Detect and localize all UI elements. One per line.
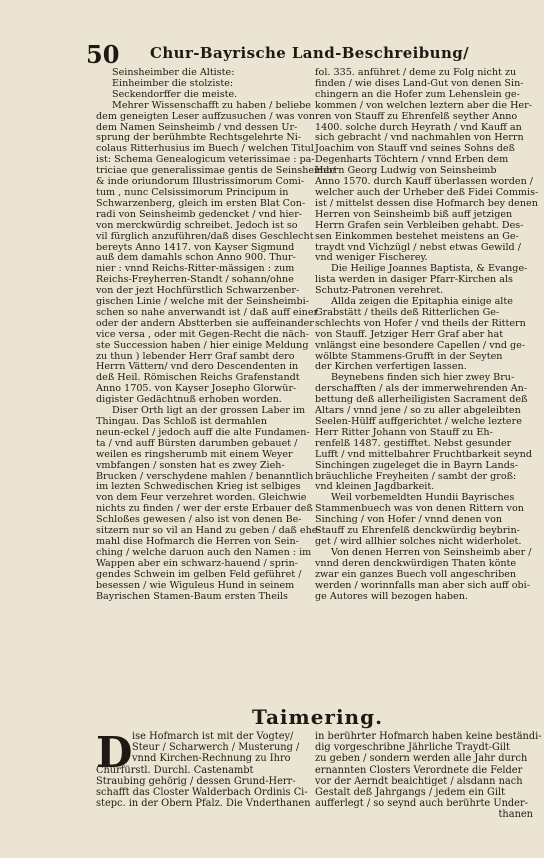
left-text-line: dem geneigten Leser auffzusuchen / was von [96,110,315,122]
lower-right-text-line: in berührter Hofmarch haben keine beständi- [315,731,542,742]
left-text-line: von dem Feur verzehret worden. Gleichwie [96,492,307,504]
left-text-line: ste Succession haben / hier einige Meldung [96,339,309,351]
left-text-line: Reichs-Freyherren-Standt / sohann/ohne [96,274,294,286]
page-number: 50 [86,40,120,69]
section-title: Taimering. [252,705,384,729]
lower-left-text-line: Churfürstl. Durchl. Castenambt [96,764,254,776]
lower-left-text-line: ise Hofmarch ist mit der Vogtey/ [132,731,294,742]
left-text-line: tum , nunc Celsissimorum Principum in [96,186,289,198]
right-text-line: derschafften / als der immerwehrenden An- [315,383,528,395]
right-text-line: Stammenbuech was von denen Rittern von [315,503,524,515]
left-text-line: Bayrischen Stamen-Baum ersten Theils [96,590,288,602]
left-text-line: Einheimber die stolziste: [112,77,234,89]
left-text-line: vmbfangen / sonsten hat es zwey Zieh- [96,459,285,471]
left-text-line: weilen es ringsherumb mit einem Weyer [96,448,293,460]
lower-left-text-line: stерс. in der Obern Pfalz. Die Vnderthanen [96,798,311,810]
left-text-line: zu thun ) lebender Herr Graf sambt dero [96,350,295,362]
right-text-line: sen Einkommen bestehet meistens an Ge- [315,230,519,242]
right-text-line: lista werden in dasiger Pfarr-Kirchen als [315,274,513,286]
right-text-line: zwar ein ganzes Buech voll angeschriben [315,568,517,580]
right-text-line: welcher auch der Urheber deß Fidei Commis- [315,186,539,198]
left-text-line: Seinsheimber die Altiste: [112,67,235,78]
left-text-line: auß dem damahls schon Anno 900. Thur- [96,252,296,264]
right-text-line: der Kirchen verfertigen lassen. [315,361,467,373]
right-text-line: finden / wie dises Land-Gut von denen Sin- [315,77,524,89]
right-text-line: schlechts von Hofer / vnd theils der Rittern [315,317,526,329]
left-text-line: Anno 1705. von Kayser Josepho Glorwür- [96,383,297,395]
drop-cap: D [96,728,133,777]
left-text-line: schen so nahe anverwandt ist / daß auff einer [96,306,319,318]
left-text-line: Herrn Vättern/ vnd dero Descendenten in [96,361,299,373]
right-text-line: chingern an die Hofer zum Lehenslein ge- [315,88,520,100]
left-text-line: Thingau. Das Schloß ist dermahlen [96,416,267,427]
lower-right-text-line: aufferlegt / so seynd auch berührte Under- [315,798,528,810]
left-text-line: von merckwürdig schreibet. Jedoch ist so [96,219,298,231]
left-text-line: sitzern nur so vil an Hand zu geben / daß ehe- [96,525,321,537]
left-text-line: sprung der berühmbte Rechtsgelehrte Ni- [96,132,302,144]
lower-left-text-line: vnnd Kirchen-Rechnung zu Ihro [132,753,291,765]
left-text-line: besessen / wie Wiguleus Hund in seinem [96,579,295,591]
right-text-line: sich gebracht / vnd nachmahlen von Herrn [315,132,524,144]
right-text-line: von Stauff. Jetziger Herr Graf aber hat [315,328,504,340]
lower-right-text-line: vor der Aerndt beaichtiget / alsdann nach [315,775,523,787]
left-text-line: ist: Schema Genealogicum veterissimae : pa- [96,154,315,166]
right-text-line: Herren von Seinsheimb biß auff jetzigen [315,208,513,220]
left-text-line: vice versa , oder mit Gegen-Recht die näch- [96,328,309,340]
right-text-line: bettung deß allerheiligisten Sacrament deß [315,394,528,406]
left-text-line: im lezten Schwedischen Krieg ist selbiges [96,481,301,493]
right-text-line: Grabstätt / theils deß Ritterlichen Ge- [315,306,500,318]
right-text-line: Herrn Grafen sein Verbleiben gehabt. Des- [315,219,524,231]
left-text-line: gendes Schwein im gelben Feld geführet / [96,568,302,580]
left-text-line: triciae que generalissimae gentis de Seinsheimb/ [96,165,336,177]
right-text-line: bräuchliche Freyheiten / sambt der groß: [315,470,517,482]
left-text-line: Schwarzenberg, gleich im ersten Blat Con- [96,197,306,209]
right-text-line: Lufft / vnd mittelbahrer Fruchtbarkeit seynd [315,448,532,460]
lower-left-text-line: Steur / Scharwerch / Musterung / [132,742,300,754]
right-text-line: Weil vorbemeldten Hundii Bayrisches [331,492,515,504]
right-text-line: Herrn Georg Ludwig von Seinsheimb [315,165,497,177]
right-text-line: kommen / von welchen leztern aber die Her- [315,99,532,111]
lower-right-text-line: ernannten Closters Verordnete die Felder [315,764,523,776]
left-text-line: Seckendorffer die meiste. [112,88,238,100]
left-text-line: Schloßes gewesen / also ist von denen Be- [96,514,302,526]
left-text-line: ta / vnd auff Bürsten darumben gebauet / [96,437,298,449]
right-text-line: Seelen-Hülff auffgerichtet / welche leztere [315,416,522,427]
left-text-line: mahl dise Hofmarch die Herren von Sein- [96,535,299,547]
left-text-line: digister Gedächtnuß erhoben worden. [96,394,282,406]
left-text-line: von der jezt Hochfürstlich Schwarzenber- [96,285,300,297]
right-text-line: Herr Ritter Johann von Stauff zu Eh- [315,426,493,438]
right-text-line: Allda zeigen die Epitaphia einige alte [331,296,513,308]
left-text-line: deß Heil. Römischen Reichs Grafenstandt [96,372,300,384]
right-text-line: Anno 1570. durch Kauff überlassen worden / [315,176,534,188]
right-text-line: vnd kleinen Jagdbarkeit. [315,481,435,493]
left-text-line: neun-eckel / jedoch auff die alte Fundamen- [96,426,310,438]
lower-right-text-line: dig vorgeschribne Jährliche Traydt-Gilt [315,742,510,754]
right-column [315,67,539,602]
right-text-line: ge Autores will bezogen haben. [315,590,468,602]
lower-right-column [315,731,542,821]
lower-right-text-line: zu geben / sondern werden alle Jahr durch [315,753,528,765]
right-text-line: wölbte Stammens-Grufft in der Seyten [315,350,503,362]
right-text-line: get / wird allhier solches nicht widerholet. [315,535,522,547]
right-text-line: 1400. solche durch Heyrath / vnd Kauff an [315,121,522,133]
lower-left-text-line: schafft das Closter Walderbach Ordinis Ci- [96,787,308,799]
right-text-line: fol. 335. anführet / deme zu Folg nicht zu [315,67,517,78]
right-text-line: vnd weniger Fischerey. [315,252,428,264]
right-text-line: Altars / vnnd jene / so zu aller abgeleibten [315,405,521,417]
left-text-line: vil fürglich anzuführen/daß dises Geschlecht [96,230,314,242]
left-text-line: dem Namen Seinsheimb / vnd dessen Ur- [96,121,298,133]
left-column [96,67,336,602]
right-text-line: traydt vnd Vichzügl / nebst etwas Gewild / [315,241,521,253]
left-text-line: Diser Orth ligt an der grossen Laber im [112,405,306,417]
right-text-line: Von denen Herren von Seinsheimb aber / [331,546,532,558]
left-text-line: & inde oriundorum Illustrissimorum Comi- [96,176,305,188]
lower-right-text-line: Gestalt deß Jahrgangs / jedem ein Gilt [315,787,506,799]
running-header: Chur-Bayrische Land-Beschreibung/ [150,44,470,62]
right-text-line: Joachim von Stauff vnd seines Sohns deß [315,143,515,155]
lower-right-text-line: thanen [498,809,533,821]
left-text-line: colaus Ritterhusius im Buech / welchen Titul [96,143,314,155]
left-text-line: oder der andern Abstterben sie auffeinander [96,317,314,329]
left-text-line: ching / welche daruon auch den Namen : im [96,546,312,558]
right-text-line: Beynebens finden sich hier zwey Bru- [331,372,515,384]
right-text-line: werden / worinnfalls man aber sich auff obi- [315,579,530,591]
left-text-line: nier : vnnd Reichs-Ritter-mässigen : zum [96,263,295,275]
right-text-line: vnnd deren denckwürdigen Thaten könte [315,557,517,569]
left-text-line: Brucken / verschydene mahlen / benanntlich [96,470,314,482]
right-text-line: Schutz-Patronen verehret. [315,285,444,297]
right-text-line: Sinching / von Hofer / vnnd denen von [315,514,503,526]
right-text-line: ren von Stauff zu Ehrenfelß seyther Anno [315,110,518,122]
left-text-line: gischen Linie / welche mit der Seinsheimbi- [96,296,309,308]
left-text-line: bereyts Anno 1417. von Kayser Sigmund [96,241,295,253]
right-text-line: vnlängst eine besondere Capellen / vnd ge- [315,339,526,351]
left-text-line: radi von Seinsheimb gedencket / vnd hier- [96,208,303,220]
right-text-line: Stauff zu Ehrenfelß denckwürdig beybrin- [315,525,520,537]
left-text-line: Wappen aber ein schwarz-hauend / sprin- [96,557,298,569]
lower-left-text-line: Straubing gehörig / dessen Grund-Herr- [96,775,296,787]
right-text-line: Sinchingen zugeleget die in Bayrn Lands- [315,459,519,471]
left-text-line: Mehrer Wissenschafft zu haben / beliebe [112,99,311,111]
lower-left-column [96,728,311,810]
right-text-line: ist / mittelst dessen dise Hofmarch bey denen [315,197,538,209]
right-text-line: renfelß 1487. gestifftet. Nebst gesunder [315,437,512,449]
left-text-line: nichts zu finden / wer der erste Erbauer deß [96,503,313,515]
right-text-line: Degenharts Töchtern / vnnd Erben dem [315,154,509,166]
right-text-line: Die Heilige Joannes Baptista, & Evange- [331,263,528,275]
